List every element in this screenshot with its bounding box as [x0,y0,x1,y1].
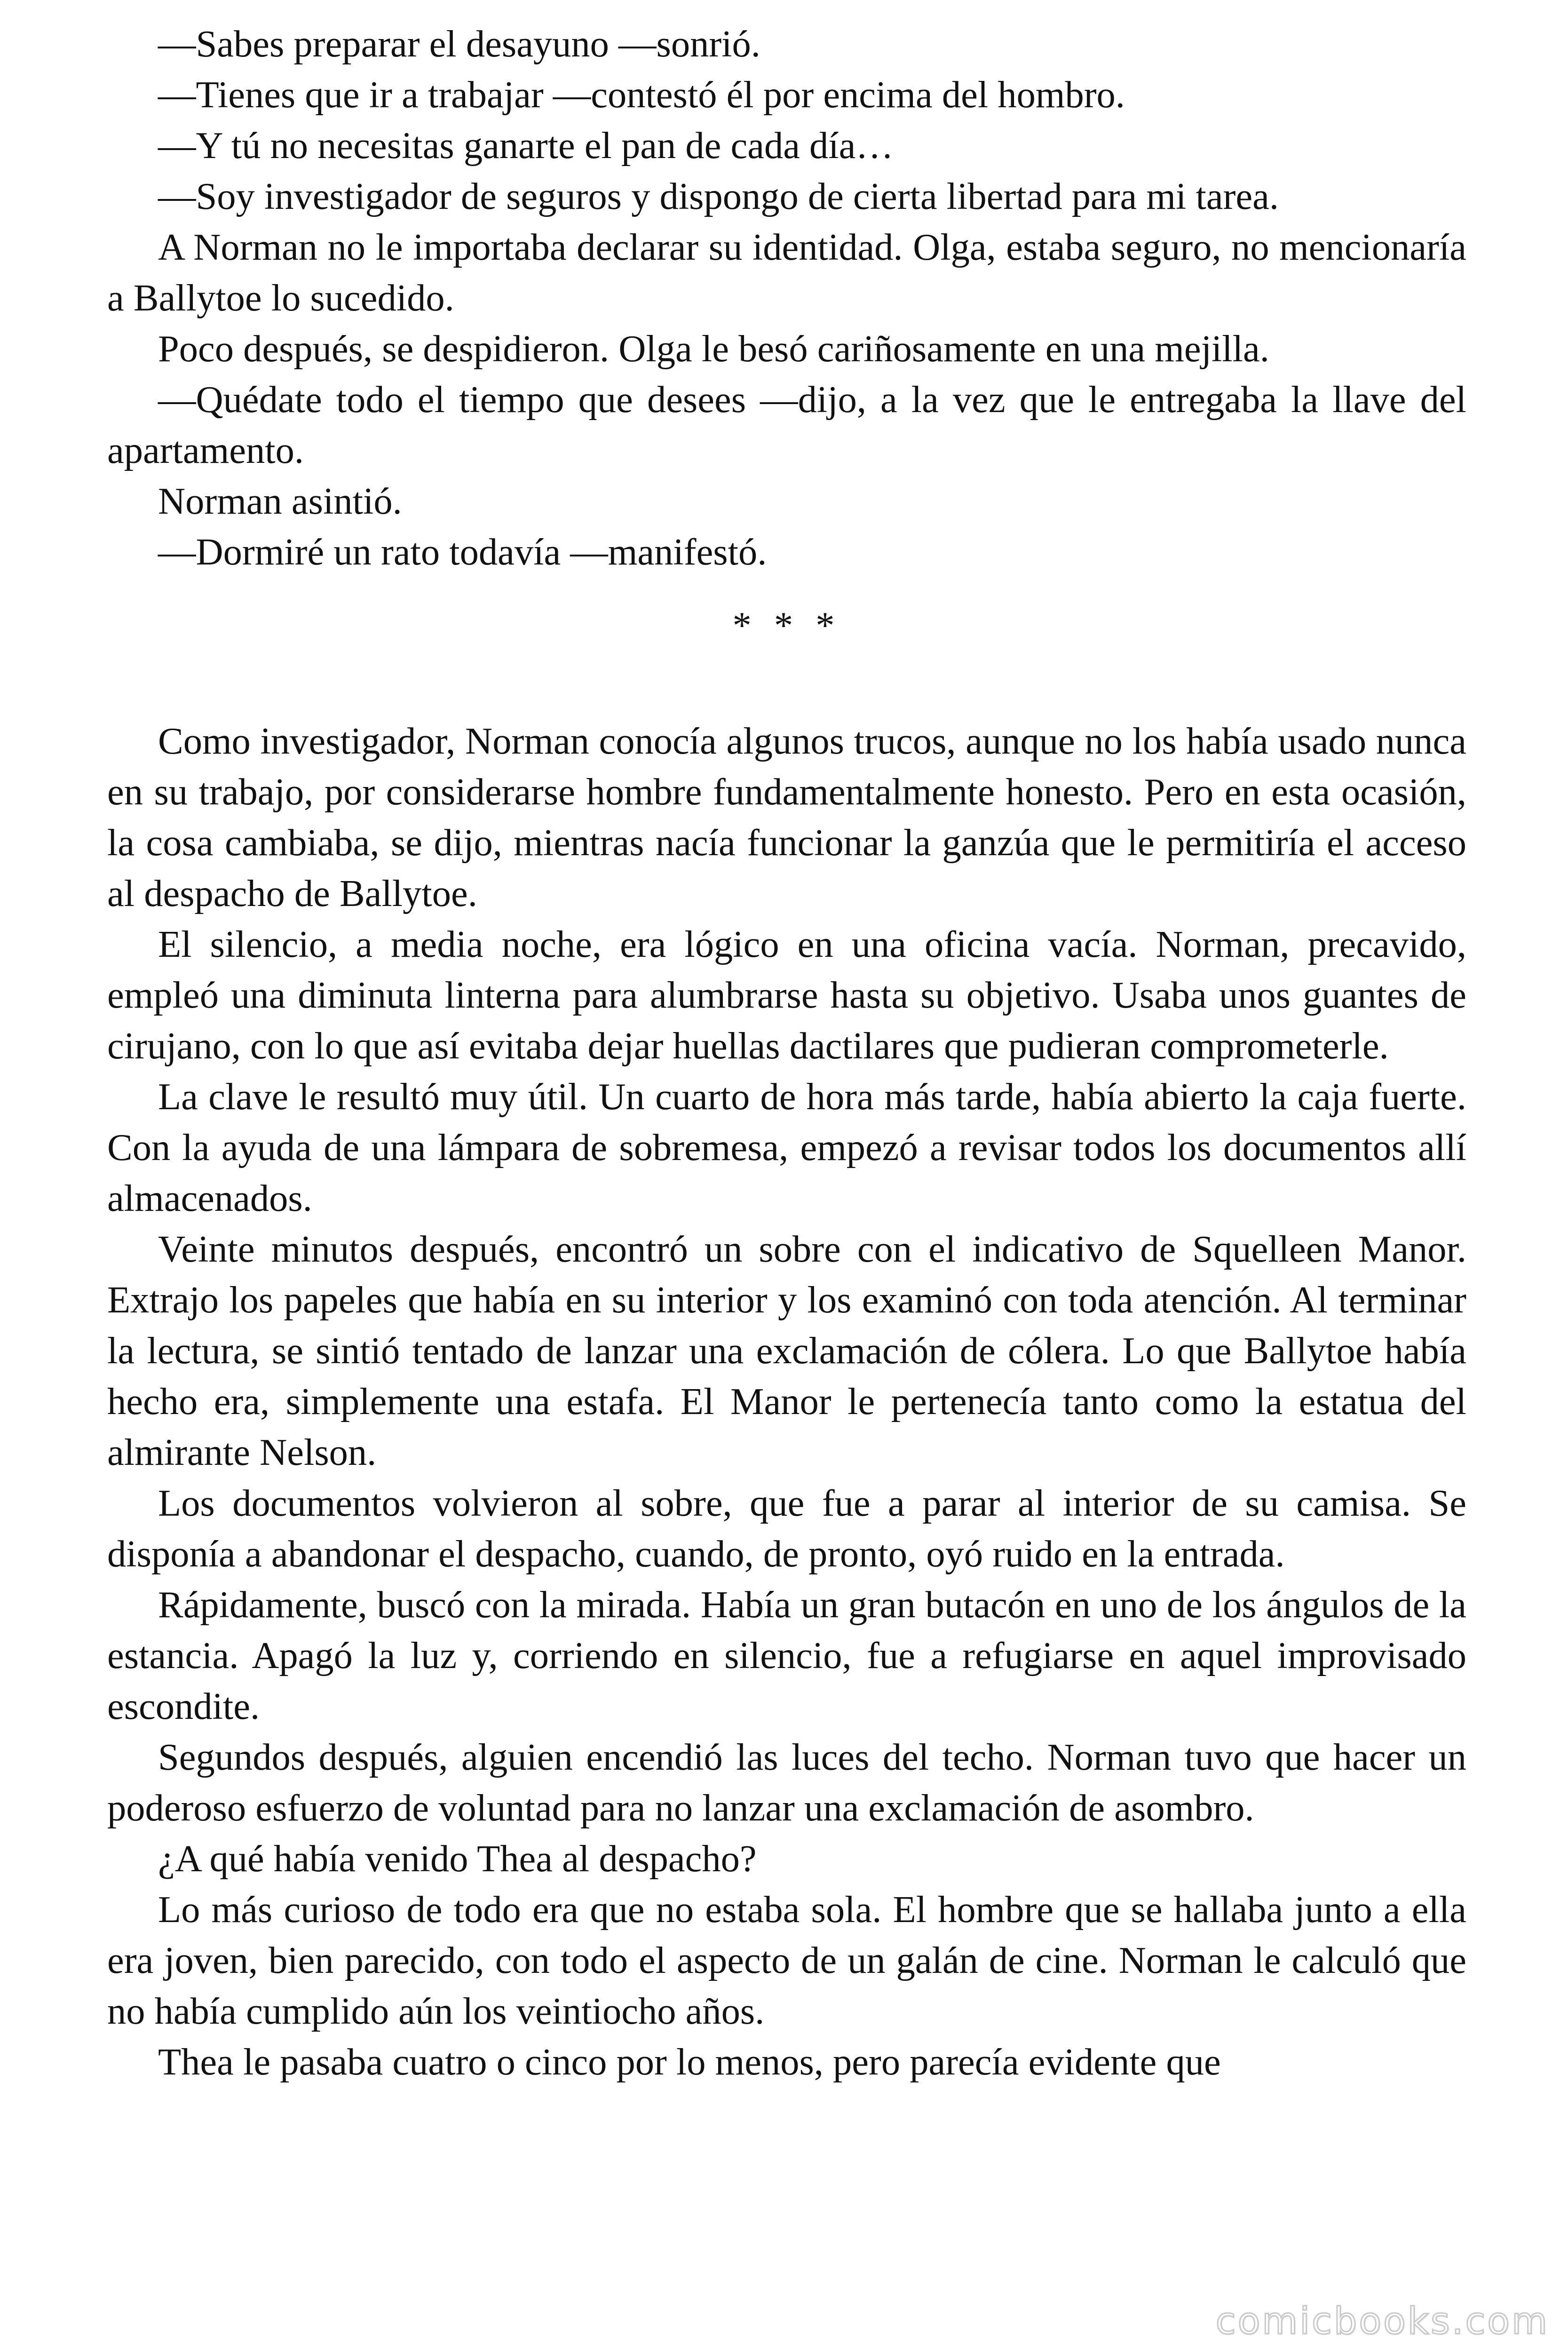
paragraph: —Soy investigador de seguros y dispongo de cierta libertad para mi tarea. [158,175,1279,217]
scene-separator: * * * [732,604,841,646]
paragraph: El silencio, a media noche, era lógico en una oficina vacía. Norman, precavido, empleó una diminuta linterna para alumbrarse hasta su objetivo. Usaba unos guantes de cirujano, con lo que así evitaba dejar huellas dactilares que pudieran comprometerle. [107,923,1466,1067]
paragraph: Como investigador, Norman conocía algunos trucos, aunque no los había usado nunca en su trabajo, por considerarse hombre fundamentalmente honesto. Pero en esta ocasión, la cosa cambiaba, se dijo, mientras nacía funcionar la ganzúa que le permitiría el acceso al despacho de Ballytoe. [107,720,1466,914]
paragraph: —Tienes que ir a trabajar —contestó él por encima del hombro. [158,74,1125,116]
paragraph: Veinte minutos después, encontró un sobre con el indicativo de Squelleen Manor. Extrajo los papeles que había en su interior y los examinó con toda atención. Al terminar la lectura, se sintió tentado de lanzar una exclamación de cólera. Lo que Ballytoe había hecho era, simplemente una estafa. El Manor le pertenecía tanto como la estatua del almirante Nelson. [107,1228,1466,1473]
paragraph: Segundos después, alguien encendió las luces del techo. Norman tuvo que hacer un poderoso esfuerzo de voluntad para no lanzar una exclamación de asombro. [107,1736,1466,1829]
paragraph: —Sabes preparar el desayuno —sonrió. [158,23,760,65]
paragraph: Norman asintió. [158,480,402,522]
paragraph: Lo más curioso de todo era que no estaba sola. El hombre que se hallaba junto a ella era joven, bien parecido, con todo el aspecto de un galán de cine. Norman le calculó que no había cumplido aún los veintiocho años. [107,1889,1466,2032]
paragraph: —Dormiré un rato todavía —manifestó. [158,531,767,573]
paragraph: —Quédate todo el tiempo que desees —dijo, a la vez que le entregaba la llave del apartamento. [107,379,1466,471]
paragraph: Thea le pasaba cuatro o cinco por lo menos, pero parecía evidente que [158,2041,1221,2083]
paragraph: Rápidamente, buscó con la mirada. Había un gran butacón en uno de los ángulos de la estancia. Apagó la luz y, corriendo en silencio, fue a refugiarse en aquel improvisado escondite. [107,1584,1466,1727]
paragraph: A Norman no le importaba declarar su identidad. Olga, estaba seguro, no mencionaría a Ballytoe lo sucedido. [107,226,1466,319]
paragraph: Los documentos volvieron al sobre, que fue a parar al interior de su camisa. Se disponía a abandonar el despacho, cuando, de pronto, oyó ruido en la entrada. [107,1482,1466,1575]
paragraph: Poco después, se despidieron. Olga le besó cariñosamente en una mejilla. [158,328,1269,370]
watermark: comicbooks.com [1215,2300,1549,2343]
paragraph: La clave le resultó muy útil. Un cuarto de hora más tarde, había abierto la caja fuerte. Con la ayuda de una lámpara de sobremesa, empezó a revisar todos los documentos allí almacenados. [107,1076,1466,1219]
paragraph: —Y tú no necesitas ganarte el pan de cada día… [158,125,894,167]
paragraph: ¿A qué había venido Thea al despacho? [158,1838,757,1880]
book-page [107,19,1466,2088]
